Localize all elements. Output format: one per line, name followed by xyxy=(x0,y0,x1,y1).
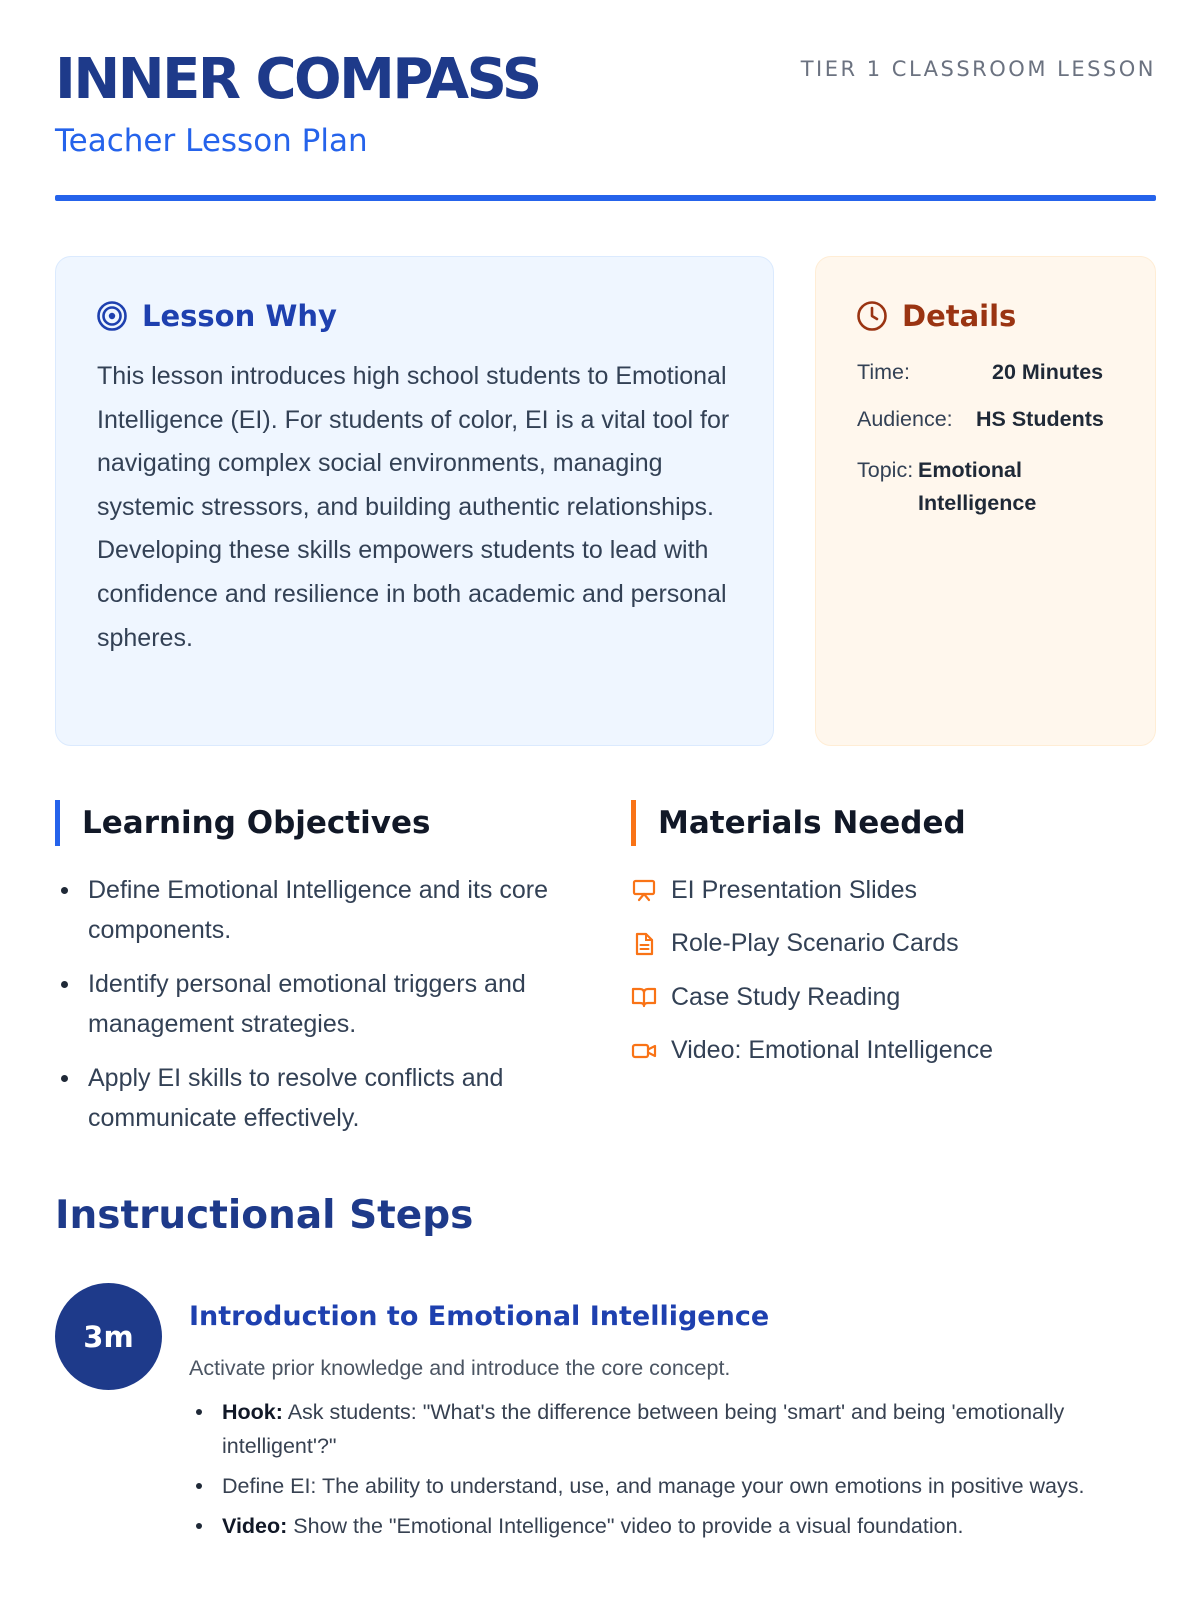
lesson-plan-page xyxy=(55,0,1156,1538)
step-description: Activate prior knowledge and introduce the core concept. xyxy=(189,1356,731,1380)
detail-label: Time: xyxy=(857,360,910,384)
page-header xyxy=(55,0,1156,202)
target-icon xyxy=(96,300,128,332)
detail-value: 20 Minutes xyxy=(992,360,1104,384)
step-title: Introduction to Emotional Intelligence xyxy=(189,1301,770,1332)
bullet-text: Define EI: The ability to understand, use, and manage your own emotions in positive ways. xyxy=(222,1474,1085,1498)
bullet-lead: Hook: xyxy=(222,1400,283,1424)
detail-label: Audience: xyxy=(857,407,953,431)
learning-objectives-section xyxy=(55,800,595,1132)
page-subtitle: Teacher Lesson Plan xyxy=(55,123,368,159)
list-item xyxy=(189,1395,1109,1463)
step-duration-badge: 3m xyxy=(55,1283,162,1390)
bullet-text: Ask students: "What's the difference between being 'smart' and being 'emotionally intelligent'?" xyxy=(222,1400,1065,1458)
detail-row-audience xyxy=(857,407,1104,432)
details-heading xyxy=(856,299,1016,333)
step-bullets xyxy=(189,1395,1109,1549)
header-divider xyxy=(55,195,1156,201)
bullet-lead: Video: xyxy=(222,1514,288,1538)
list-item: Apply EI skills to resolve conflicts and communicate effectively. xyxy=(55,1058,588,1138)
bullet-text: Show the "Emotional Intelligence" video to provide a visual foundation. xyxy=(287,1514,964,1538)
instructional-steps-heading: Instructional Steps xyxy=(55,1193,474,1238)
presentation-icon xyxy=(631,877,657,903)
book-open-icon xyxy=(631,984,657,1010)
page-title: INNER COMPASS xyxy=(55,47,540,112)
clock-icon xyxy=(856,300,888,332)
list-item: Define Emotional Intelligence and its core components. xyxy=(55,870,588,950)
video-icon xyxy=(631,1038,657,1064)
material-item xyxy=(631,977,993,1017)
detail-value: HS Students xyxy=(976,407,1104,431)
document-icon xyxy=(631,931,657,957)
material-label: Role-Play Scenario Cards xyxy=(671,929,959,957)
material-label: EI Presentation Slides xyxy=(671,875,917,904)
lesson-why-heading-text: Lesson Why xyxy=(142,299,337,333)
detail-row-time xyxy=(857,360,1104,385)
detail-row-topic xyxy=(857,454,1037,515)
material-label: Case Study Reading xyxy=(671,982,901,1011)
lesson-why-heading xyxy=(96,299,337,333)
objectives-list xyxy=(55,870,588,1152)
materials-needed-heading: Materials Needed xyxy=(631,800,1156,846)
list-item xyxy=(189,1469,1109,1503)
materials-list xyxy=(631,870,993,1084)
material-label: Video: Emotional Intelligence xyxy=(671,1036,993,1064)
detail-label: Topic: xyxy=(857,458,914,482)
details-card xyxy=(815,256,1156,746)
list-item xyxy=(189,1509,1109,1543)
learning-objectives-heading: Learning Objectives xyxy=(55,800,595,846)
details-heading-text: Details xyxy=(902,299,1017,333)
lesson-why-text: This lesson introduces high school students to Emotional Intelligence (EI). For students of color, EI is a vital tool for navigating complex social environments, managing systemic stressors, and building authentic relationships. Developing these skills empowers students to lead with confidence and resilience in both academic and personal spheres. xyxy=(97,362,730,652)
materials-needed-section xyxy=(631,800,1156,1064)
tier-label: TIER 1 CLASSROOM LESSON xyxy=(800,57,1156,81)
list-item: Identify personal emotional triggers and management strategies. xyxy=(55,964,588,1044)
material-item xyxy=(631,1031,993,1071)
material-item xyxy=(631,924,993,964)
lesson-why-card xyxy=(55,256,774,746)
detail-value: Emotional Intelligence xyxy=(918,458,1037,515)
material-item xyxy=(631,870,993,910)
